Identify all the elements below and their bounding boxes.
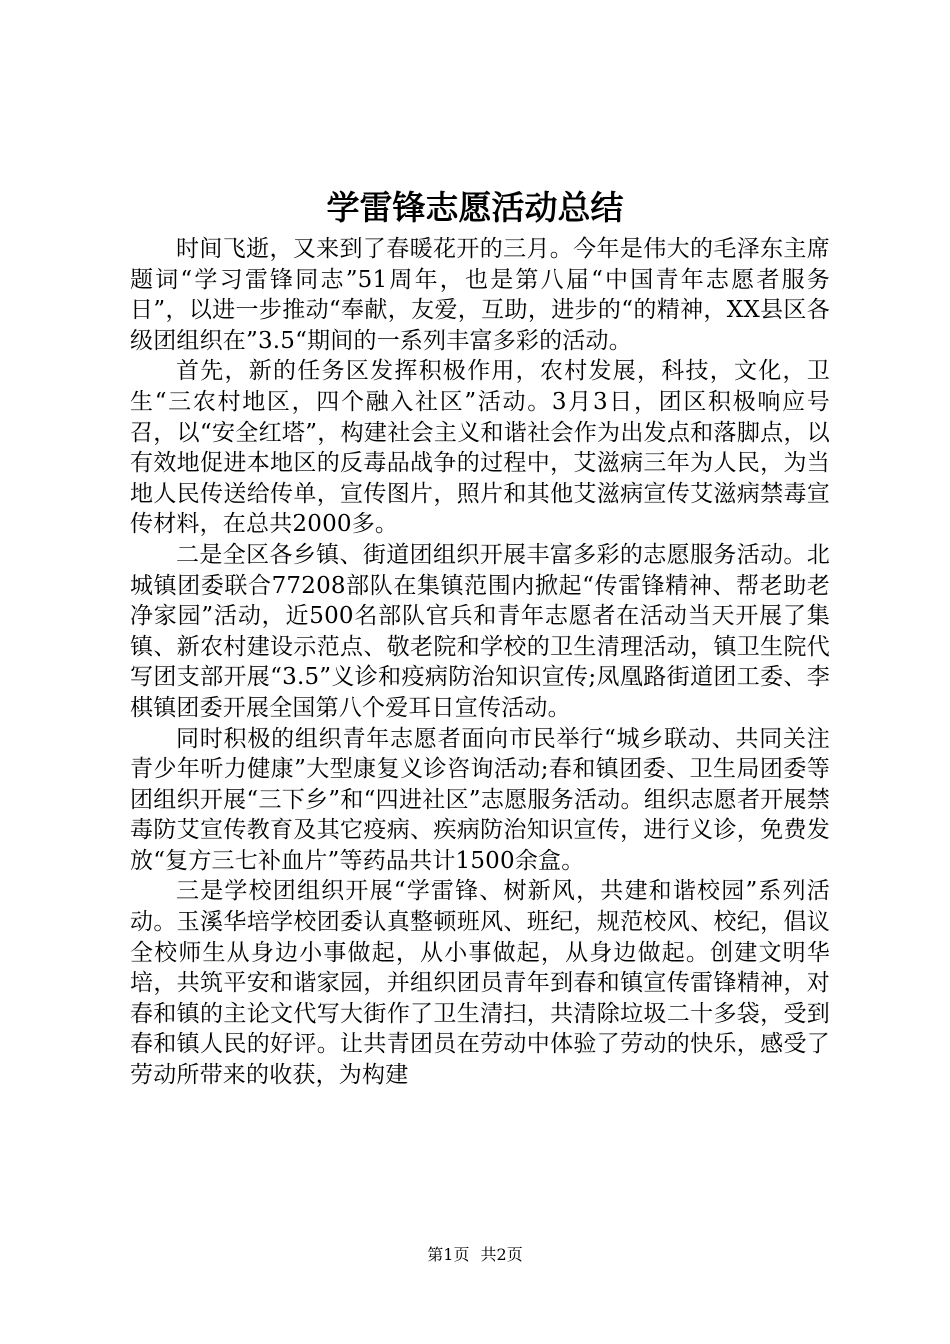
paragraph-1: 时间飞逝，又来到了春暖花开的三月。今年是伟大的毛泽东主席题词“学习雷锋同志”51周年，也是第八届“中国青年志愿者服务日”，以进一步推动“奉献，友爱，互助，进步的“的精神，XX县区各级团组织在”3.5“期间的一系列丰富多彩的活动。 [130,236,830,354]
page-footer [0,1244,950,1266]
page-number-total: 共2页 [480,1245,523,1264]
document-title: 学雷锋志愿活动总结 [326,188,624,227]
page-number-current: 第1页 [427,1245,470,1264]
paragraph-5: 三是学校团组织开展“学雷锋、树新风，共建和谐校园”系列活动。玉溪华培学校团委认真整顿班风、班纪，规范校风、校纪，倡议全校师生从身边小事做起，从小事做起，从身边做起。创建文明华培，共筑平安和谐家园，并组织团员青年到春和镇宣传雷锋精神，对春和镇的主论文代写大街作了卫生清扫，共清除垃圾二十多袋，受到春和镇人民的好评。让共青团员在劳动中体验了劳动的快乐，感受了劳动所带来的收获，为构建 [130,878,830,1089]
document-body [130,234,830,1091]
paragraph-3: 二是全区各乡镇、街道团组织开展丰富多彩的志愿服务活动。北城镇团委联合77208部队在集镇范围内掀起“传雷锋精神、帮老助老净家园”活动，近500名部队官兵和青年志愿者在活动当天开展了集镇、新农村建设示范点、敬老院和学校的卫生清理活动，镇卫生院代写团支部开展“3.5”义诊和疫病防治知识宣传;凤凰路街道团工委、李棋镇团委开展全国第八个爱耳日宣传活动。 [130,541,830,721]
paragraph-4: 同时积极的组织青年志愿者面向市民举行“城乡联动、共同关注青少年听力健康”大型康复义诊咨询活动;春和镇团委、卫生局团委等团组织开展“三下乡”和“四进社区”志愿服务活动。组织志愿者开展禁毒防艾宣传教育及其它疫病、疾病防治知识宣传，进行义诊，免费发放“复方三七补血片”等药品共计1500余盒。 [130,725,830,874]
paragraph-2: 首先，新的任务区发挥积极作用，农村发展，科技，文化，卫生“三农村地区，四个融入社区”活动。3月3日，团区积极响应号召，以“安全红塔”，构建社会主义和谐社会作为出发点和落脚点，以有效地促进本地区的反毒品战争的过程中，艾滋病三年为人民，为当地人民传送给传单，宣传图片，照片和其他艾滋病宣传艾滋病禁毒宣传材料，在总共2000多。 [130,358,830,538]
